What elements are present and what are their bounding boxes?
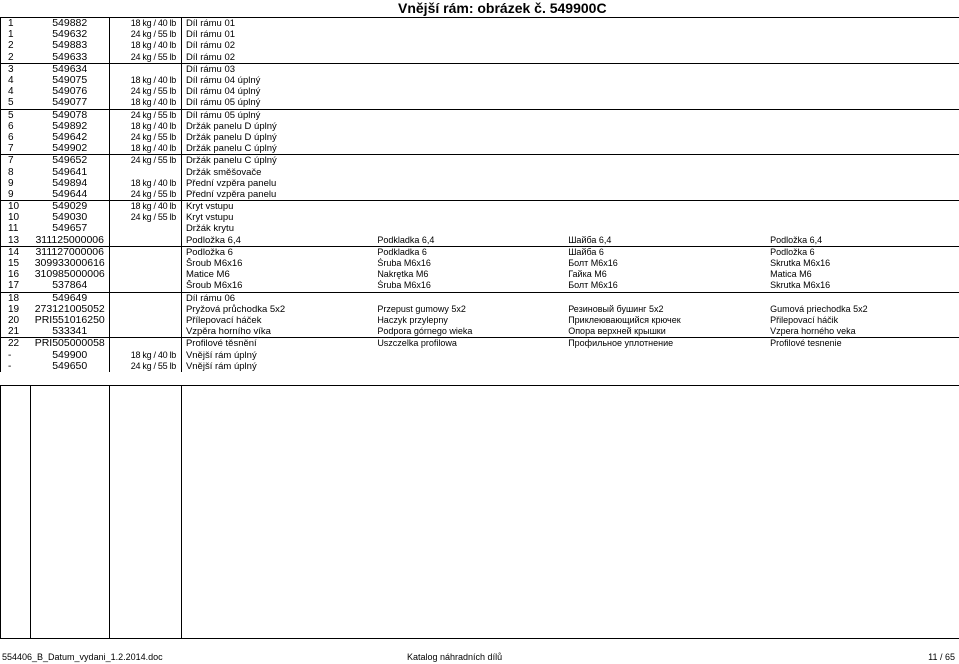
name-ru-cell: Опора верхней крышки [564,326,766,338]
table-row [1,40,959,51]
name-ru-cell [564,349,766,360]
name-pl-cell: Nakrętka M6 [373,269,564,280]
table-row [1,315,959,326]
table-row [1,155,959,167]
part-number-cell: 549633 [30,52,109,64]
position-cell: 17 [1,280,31,292]
name-cs-cell: Díl rámu 05 úplný [181,97,373,109]
name-ru-cell: Приклеювающийся крючек [564,315,766,326]
position-cell: 2 [1,52,31,64]
name-cs-cell: Díl rámu 03 [181,63,373,75]
position-cell: 5 [1,97,31,109]
position-cell: 2 [1,40,31,51]
name-sk-cell [766,201,959,213]
name-pl-cell [373,349,564,360]
name-sk-cell: Skrutka M6x16 [766,280,959,292]
name-pl-cell: Podkladka 6,4 [373,235,564,247]
name-sk-cell [766,132,959,143]
page-title: Vnější rám: obrázek č. 549900C [398,0,607,16]
weight-cell: 18 kg / 40 lb [109,75,181,86]
name-sk-cell [766,75,959,86]
part-number-cell: 549632 [30,29,109,40]
table-row [1,29,959,40]
name-pl-cell [373,201,564,213]
weight-cell: 24 kg / 55 lb [109,109,181,121]
name-ru-cell [564,40,766,51]
name-cs-cell: Držák panelu C úplný [181,143,373,155]
name-ru-cell: Гайка M6 [564,269,766,280]
part-number-cell: PRI551016250 [30,315,109,326]
position-cell: 19 [1,304,31,315]
name-sk-cell [766,18,959,30]
position-cell: 1 [1,18,31,30]
name-pl-cell [373,292,564,304]
part-number-cell: 549649 [30,292,109,304]
name-ru-cell [564,292,766,304]
table-row [1,18,959,30]
table-row [1,269,959,280]
table-row [1,86,959,97]
part-number-cell: 549894 [30,178,109,189]
name-cs-cell: Přední vzpěra panelu [181,189,373,201]
name-pl-cell [373,97,564,109]
name-cs-cell: Díl rámu 01 [181,18,373,30]
position-cell: 3 [1,63,31,75]
name-sk-cell [766,52,959,64]
table-row [1,201,959,213]
name-ru-cell [564,166,766,177]
table-row [1,189,959,201]
name-pl-cell [373,166,564,177]
weight-cell: 24 kg / 55 lb [109,132,181,143]
name-sk-cell: Gumová priechodka 5x2 [766,304,959,315]
part-number-cell: 533341 [30,326,109,338]
table-row [1,258,959,269]
table-row [1,132,959,143]
weight-cell [109,223,181,234]
name-ru-cell [564,189,766,201]
part-number-cell: 549642 [30,132,109,143]
position-cell: 16 [1,269,31,280]
position-cell: 4 [1,75,31,86]
table-row [1,75,959,86]
table-row [1,235,959,247]
name-cs-cell: Vzpěra horního víka [181,326,373,338]
weight-cell: 24 kg / 55 lb [109,29,181,40]
name-cs-cell: Držák směšovače [181,166,373,177]
position-cell: 9 [1,189,31,201]
table-row [1,52,959,64]
name-cs-cell: Držák krytu [181,223,373,234]
name-sk-cell [766,155,959,167]
name-ru-cell: Резиновый бушинг 5x2 [564,304,766,315]
name-pl-cell [373,75,564,86]
position-cell: 22 [1,338,31,350]
table-row [1,121,959,132]
parts-table [0,17,959,372]
table-row [1,338,959,350]
table-row [1,292,959,304]
name-cs-cell: Kryt vstupu [181,201,373,213]
name-ru-cell [564,178,766,189]
name-ru-cell [564,121,766,132]
weight-cell: 18 kg / 40 lb [109,121,181,132]
position-cell: 10 [1,201,31,213]
empty-table-area [0,385,959,639]
table-row [1,280,959,292]
part-number-cell: 549892 [30,121,109,132]
name-ru-cell: Болт M6x16 [564,280,766,292]
name-sk-cell: Skrutka M6x16 [766,258,959,269]
name-cs-cell: Přední vzpěra panelu [181,178,373,189]
name-cs-cell: Šroub M6x16 [181,258,373,269]
name-sk-cell: Podložka 6,4 [766,235,959,247]
name-pl-cell: Podpora górnego wieka [373,326,564,338]
weight-cell: 18 kg / 40 lb [109,18,181,30]
name-pl-cell: Śruba M6x16 [373,258,564,269]
footer-doc-name: 554406_B_Datum_vydani_1.2.2014.doc [2,652,163,662]
part-number-cell: 549030 [30,212,109,223]
name-ru-cell [564,52,766,64]
position-cell: - [1,349,31,360]
part-number-cell: 549076 [30,86,109,97]
name-cs-cell: Díl rámu 04 úplný [181,75,373,86]
name-sk-cell [766,178,959,189]
position-cell: 20 [1,315,31,326]
name-sk-cell [766,223,959,234]
name-cs-cell: Podložka 6,4 [181,235,373,247]
position-cell: 13 [1,235,31,247]
name-ru-cell: Профильное уплотнение [564,338,766,350]
part-number-cell: 549078 [30,109,109,121]
name-pl-cell [373,189,564,201]
name-sk-cell [766,86,959,97]
position-cell: 11 [1,223,31,234]
table-row [1,361,959,372]
weight-cell [109,235,181,247]
position-cell: 10 [1,212,31,223]
name-ru-cell [564,97,766,109]
part-number-cell: 549077 [30,97,109,109]
name-pl-cell [373,121,564,132]
name-pl-cell [373,29,564,40]
position-cell: 7 [1,143,31,155]
name-cs-cell: Držák panelu D úplný [181,121,373,132]
weight-cell: 18 kg / 40 lb [109,178,181,189]
weight-cell [109,326,181,338]
table-row [1,326,959,338]
name-pl-cell: Śruba M6x16 [373,280,564,292]
name-sk-cell: Profilové tesnenie [766,338,959,350]
name-cs-cell: Díl rámu 02 [181,40,373,51]
name-pl-cell [373,212,564,223]
name-sk-cell [766,143,959,155]
name-cs-cell: Díl rámu 05 úplný [181,109,373,121]
name-ru-cell [564,223,766,234]
name-pl-cell: Uszczelka profilowa [373,338,564,350]
footer-page-number: 11 / 65 [928,652,955,662]
name-sk-cell [766,361,959,372]
part-number-cell: 549650 [30,361,109,372]
name-pl-cell [373,63,564,75]
name-sk-cell [766,97,959,109]
position-cell: 7 [1,155,31,167]
position-cell: 18 [1,292,31,304]
name-pl-cell: Przepust gumowy 5x2 [373,304,564,315]
part-number-cell: 549029 [30,201,109,213]
name-ru-cell [564,143,766,155]
weight-cell: 24 kg / 55 lb [109,212,181,223]
part-number-cell: 549902 [30,143,109,155]
name-sk-cell [766,109,959,121]
name-ru-cell [564,132,766,143]
position-cell: 6 [1,132,31,143]
weight-cell: 18 kg / 40 lb [109,97,181,109]
weight-cell [109,315,181,326]
name-pl-cell [373,143,564,155]
weight-cell: 18 kg / 40 lb [109,349,181,360]
part-number-cell: 549882 [30,18,109,30]
name-cs-cell: Profilové těsnění [181,338,373,350]
name-ru-cell [564,201,766,213]
name-ru-cell [564,361,766,372]
part-number-cell: 549900 [30,349,109,360]
name-sk-cell: Matica M6 [766,269,959,280]
name-sk-cell [766,212,959,223]
name-ru-cell: Шайба 6 [564,246,766,258]
position-cell: 21 [1,326,31,338]
name-sk-cell [766,63,959,75]
position-cell: 1 [1,29,31,40]
name-cs-cell: Díl rámu 04 úplný [181,86,373,97]
name-cs-cell: Pryžová průchodka 5x2 [181,304,373,315]
name-cs-cell: Vnější rám úplný [181,361,373,372]
weight-cell [109,246,181,258]
name-cs-cell: Vnější rám úplný [181,349,373,360]
name-sk-cell [766,166,959,177]
position-cell: 6 [1,121,31,132]
position-cell: 8 [1,166,31,177]
weight-cell [109,304,181,315]
weight-cell: 24 kg / 55 lb [109,361,181,372]
name-sk-cell [766,121,959,132]
name-sk-cell [766,29,959,40]
weight-cell: 24 kg / 55 lb [109,52,181,64]
weight-cell: 18 kg / 40 lb [109,201,181,213]
weight-cell: 18 kg / 40 lb [109,40,181,51]
name-sk-cell: Přilepovací háčik [766,315,959,326]
name-sk-cell [766,349,959,360]
name-cs-cell: Držák panelu C úplný [181,155,373,167]
page-footer [0,638,959,664]
name-pl-cell [373,18,564,30]
name-cs-cell: Přílepovací háček [181,315,373,326]
name-cs-cell: Držák panelu D úplný [181,132,373,143]
position-cell: 15 [1,258,31,269]
weight-cell [109,269,181,280]
part-number-cell: 549657 [30,223,109,234]
name-ru-cell [564,75,766,86]
name-pl-cell [373,52,564,64]
weight-cell: 24 kg / 55 lb [109,189,181,201]
weight-cell [109,166,181,177]
position-cell: - [1,361,31,372]
name-pl-cell: Haczyk przylepny [373,315,564,326]
name-cs-cell: Šroub M6x16 [181,280,373,292]
name-ru-cell [564,155,766,167]
footer-catalog-title: Katalog náhradních dílů [407,652,502,662]
name-cs-cell: Kryt vstupu [181,212,373,223]
name-pl-cell [373,40,564,51]
name-ru-cell [564,212,766,223]
table-row [1,63,959,75]
name-cs-cell: Díl rámu 01 [181,29,373,40]
name-ru-cell: Болт M6x16 [564,258,766,269]
table-row [1,212,959,223]
name-sk-cell [766,40,959,51]
weight-cell: 18 kg / 40 lb [109,143,181,155]
table-row [1,304,959,315]
position-cell: 4 [1,86,31,97]
name-pl-cell [373,178,564,189]
part-number-cell: 549641 [30,166,109,177]
part-number-cell: PRI505000058 [30,338,109,350]
part-number-cell: 537864 [30,280,109,292]
name-pl-cell [373,132,564,143]
name-cs-cell: Díl rámu 02 [181,52,373,64]
name-pl-cell [373,361,564,372]
weight-cell [109,280,181,292]
part-number-cell: 549075 [30,75,109,86]
part-number-cell: 549883 [30,40,109,51]
name-ru-cell [564,109,766,121]
part-number-cell: 311125000006 [30,235,109,247]
weight-cell: 24 kg / 55 lb [109,86,181,97]
name-ru-cell: Шайба 6,4 [564,235,766,247]
table-row [1,223,959,234]
table-row [1,97,959,109]
table-row [1,246,959,258]
part-number-cell: 549652 [30,155,109,167]
position-cell: 5 [1,109,31,121]
weight-cell [109,258,181,269]
name-sk-cell: Podložka 6 [766,246,959,258]
weight-cell [109,292,181,304]
table-row [1,178,959,189]
weight-cell: 24 kg / 55 lb [109,155,181,167]
part-number-cell: 310985000006 [30,269,109,280]
name-ru-cell [564,18,766,30]
name-ru-cell [564,86,766,97]
table-row [1,349,959,360]
name-sk-cell: Vzpera horného veka [766,326,959,338]
part-number-cell: 311127000006 [30,246,109,258]
table-row [1,166,959,177]
name-ru-cell [564,63,766,75]
part-number-cell: 273121005052 [30,304,109,315]
name-sk-cell [766,292,959,304]
name-sk-cell [766,189,959,201]
table-row [1,109,959,121]
name-pl-cell [373,86,564,97]
name-ru-cell [564,29,766,40]
name-cs-cell: Díl rámu 06 [181,292,373,304]
name-pl-cell [373,155,564,167]
position-cell: 14 [1,246,31,258]
weight-cell [109,63,181,75]
name-cs-cell: Podložka 6 [181,246,373,258]
name-pl-cell [373,223,564,234]
part-number-cell: 549644 [30,189,109,201]
part-number-cell: 309933000616 [30,258,109,269]
weight-cell [109,338,181,350]
table-row [1,143,959,155]
position-cell: 9 [1,178,31,189]
name-pl-cell [373,109,564,121]
name-cs-cell: Matice M6 [181,269,373,280]
name-pl-cell: Podkladka 6 [373,246,564,258]
part-number-cell: 549634 [30,63,109,75]
